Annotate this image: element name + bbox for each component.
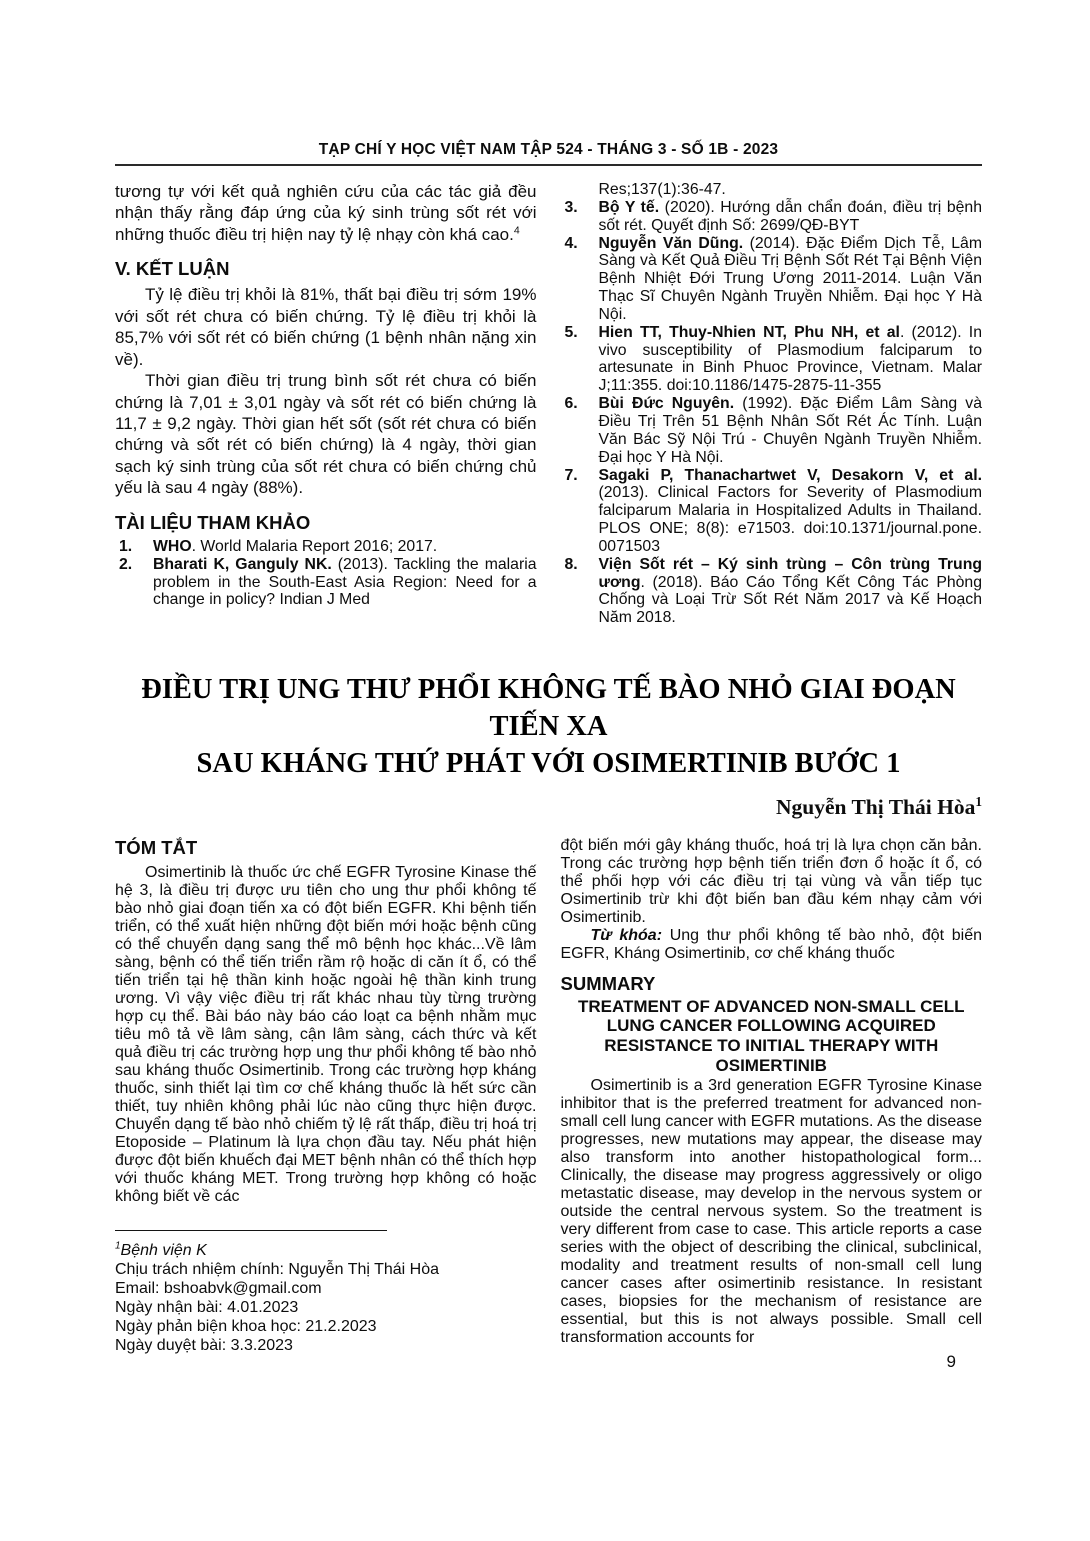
footnote-affiliation-text: Bệnh viện K [120,1241,207,1259]
summary-english-title: TREATMENT OF ADVANCED NON-SMALL CELL LUNG CANCER FOLLOWING ACQUIRED RESISTANCE TO INITIAL THERAPY WITH OSIMERTINIB [577,996,965,1076]
reference-authors: Viện Sốt rét – Ký sinh trùng – Côn trùng Trung ương [598,555,982,591]
abstract-heading: TÓM TẮT [115,837,198,859]
reference-authors: Bộ Y tế. [598,198,660,216]
footnote-sup: 1 [115,1240,121,1252]
references-left [115,538,537,609]
conclusion-heading: V. KẾT LUẬN [115,258,230,280]
abstract-vi-paragraph: Osimertinib là thuốc ức chế EGFR Tyrosine Kinase thế hệ 3, là điều trị được ưu tiên cho ung thư phổi không tế bào nhỏ giai đoạn tiến xa có đột biến EGFR. Khi bệnh tiến triển, có thể xuất hiện những đột biến mới hoặc bệnh cũng có thể chuyển dạng sang thể mô bệnh học khác...Về lâm sàng, bệnh có thể tiến triển rầm rộ hoặc di căn ít ổ, có thể tiến triển tại hệ thần kinh hoặc ngoài hệ thần kinh trung ương. Vì vậy việc điều trị rất khác nhau tùy từng trường hợp cụ thể. Bài báo này báo cáo loạt ca bệnh nhằm mục tiêu mô tả về lâm sàng, cận lâm sàng, cách thức và kết quả điều trị các trường hợp ung thư phổi không tế bào nhỏ sau kháng thuốc Osimertinib. Trong các trường hợp kháng thuốc, sinh thiết lại tìm cơ chế kháng thuốc là hết sức cần thiết, tuy nhiên không phải lúc nào cũng thực hiện được. Chuyển dạng tế bào nhỏ chiếm tỷ lệ rất thấp, điều trị hoá trị Etoposide – Platinum là lựa chọn đầu tay. Nếu phát hiện được đột biến khuếch đại MET bệnh nhân có thể thích hợp với thuốc kháng MET. Trong trường hợp không có hoặc không biết về các [115,863,537,1205]
reference-authors: Sagaki P, Thanachartwet V, Desakorn V, et al. [598,466,982,484]
reference-number: 5. [564,323,578,341]
keywords-line [561,927,983,963]
footnote-email: Email: bshoabvk@gmail.com [115,1279,322,1297]
reference-text: (2013). Clinical Factors for Severity of Plasmodium falciparum Malaria in Hospitalized Adults in Thailand. PLOS ONE; 8(8): e71503. doi:10.1371/journal.pone. 0071503 [598,484,982,555]
reference-text: (2013). Tackling the malaria problem in the South-East Asia Region: Need for a change in policy? Indian J Med [153,555,537,609]
conclusion-paragraph-2: Thời gian điều trị trung bình sốt rét chưa có biến chứng là 7,01 ± 3,01 ngày và sốt rét có biến chứng là 11,7 ± 9,2 ngày. Thời gian hết sốt (sốt rét chưa có biến chứng và sốt rét có biến chứng) là 4 ngày, thời gian sạch ký sinh trùng của sốt rét chưa có biến chứng chủ yếu là sau 4 ngày (88%). [115,371,537,498]
keywords-label: Từ khóa: [590,927,663,945]
reference-text: . World Malaria Report 2016; 2017. [191,537,438,555]
reference-item [561,395,983,466]
footnote-accepted-date: Ngày duyệt bài: 3.3.2023 [115,1336,293,1354]
reference-item [561,199,983,235]
keywords-text: Ung thư phổi không tế bào nhỏ, đột biến EGFR, Kháng Osimertinib, cơ chế kháng thuốc [560,927,983,963]
reference-item [561,324,983,395]
abstract-vi-continuation: đột biến mới gây kháng thuốc, hoá trị là lựa chọn căn bản. Trong các trường hợp bệnh tiến triển đơn ổ hoặc ít ổ, có thể phối hợp với các điều trị tại vùng và vẫn tiếp tục Osimertinib trừ khi đột biến ban đầu kém nhạy cảm với Osimertinib. [560,837,982,927]
abstract-vietnamese [115,864,537,1206]
abstract-english [561,1077,983,1347]
conclusion-paragraph-1: Tỷ lệ điều trị khỏi là 81%, thất bại điều trị sớm 19% với sốt rét chưa có biến chứng. Tỷ lệ điều trị khỏi là 85,7% với sốt rét có biến chứng (1 bệnh nhân nặng xin về). [115,285,537,369]
author-name: Nguyễn Thị Thái Hòa [775,795,976,820]
intro-citation-sup: 4 [513,224,520,237]
reference-number: 4. [564,234,578,252]
reference-item [561,467,983,556]
journal-header-text: TẠP CHÍ Y HỌC VIỆT NAM TẬP 524 - THÁNG 3 - SỐ 1B - 2023 [318,141,779,158]
reference-number: 2. [119,555,133,573]
reference-item [561,556,983,627]
footnote-received-date: Ngày nhận bài: 4.01.2023 [115,1298,299,1316]
reference-authors: Nguyễn Văn Dũng. [598,234,744,252]
abstract-section [115,837,982,1354]
reference-item [561,235,983,324]
top-section [115,181,982,627]
footnote-affiliation [115,1241,537,1260]
abstract-right-column [561,837,983,1354]
reference-authors: WHO [153,537,192,555]
abstract-vietnamese-continued [561,837,983,963]
reference-item [115,556,537,610]
top-right-column [561,181,983,627]
article-title-line1: ĐIỀU TRỊ UNG THƯ PHỔI KHÔNG TẾ BÀO NHỎ GIAI ĐOẠN TIẾN XA [141,674,956,743]
reference-text: . (2018). Báo Cáo Tổng Kết Công Tác Phòng Chống và Loại Trừ Sốt Rét Năm 2017 và Kế Hoạch Năm 2018. [598,573,982,627]
reference-authors: Bùi Đức Nguyên. [598,395,735,413]
footnote-reviewed-date: Ngày phản biện khoa học: 21.2.2023 [115,1317,377,1335]
reference-number: 6. [564,395,578,413]
reference-text: . (2012). In vivo susceptibility of Plasmodium falciparum to artesunate in Binh Phuoc Province, Vietnam. Malar J;11:355. doi:10.1186/1475-2875-11-355 [598,323,982,395]
reference-authors: Bharati K, Ganguly NK. [153,555,332,573]
reference-continuation: Res;137(1):36-47. [598,181,726,198]
author-affiliation-sup: 1 [975,794,982,810]
abstract-en-paragraph: Osimertinib is a 3rd generation EGFR Tyrosine Kinase inhibitor that is the preferred treatment for advanced non-small cell lung cancer with EGFR mutations. As the disease progresses, new mutations may appear, the disease may also transform into another histopathological form... Clinically, the disease may progress aggressively or oligo metastatic disease, may develop in the nervous system or outside the central nervous system. So the treatment is very different from case to case. This article reports a case series with the object of describing the clinical, subclinical, modality and treatment results of non-small cell lung cancer cases after osimertinib resistance. In resistant cases, biopsies for the mechanism of resistance are essential, but this is not always possible. Small cell transformation accounts for [560,1077,983,1346]
reference-text: (2014). Đặc Điểm Dịch Tễ, Lâm Sàng và Kết Quả Điều Trị Bệnh Sốt Rét Tại Bệnh Viện Bệnh Nhiệt Đới Trung Ương 2011-2014. Luận Văn Thạc Sĩ Chuyên Ngành Truyền Nhiễm. Đại học Y Hà Nội. [598,234,982,323]
reference-item [115,538,537,556]
abstract-left-column [115,837,537,1354]
footnote [115,1230,537,1355]
top-left-column [115,181,537,627]
article-title [115,671,982,782]
page-number: 9 [946,1352,956,1371]
footnote-rule [115,1230,387,1231]
intro-text: tương tự với kết quả nghiên cứu của các tác giả đều nhận thấy rằng đáp ứng của ký sinh trùng sốt rét với những thuốc điều trị hiện nay tỷ lệ nhạy còn khá cao. [115,182,537,244]
author-line [115,795,982,820]
references-right [561,181,983,627]
intro-paragraph [115,181,537,245]
reference-number: 1. [119,537,133,555]
journal-header [115,141,982,166]
reference-number: 8. [564,555,578,573]
article-title-line2: SAU KHÁNG THỨ PHÁT VỚI OSIMERTINIB BƯỚC 1 [196,748,901,780]
reference-authors: Hien TT, Thuy-Nhien NT, Phu NH, et al [598,323,900,341]
reference-text: (1992). Đặc Điểm Lâm Sàng và Điều Trị Trên 51 Bệnh Nhân Sốt Rét Ác Tính. Luận Văn Bác Sỹ Nội Trú - Chuyên Ngành Truyền Nhiễm. Đại học Y Hà Nội. [598,395,982,466]
reference-text: (2020). Hướng dẫn chẩn đoán, điều trị bệnh sốt rét. Quyết định Số: 2699/QĐ-BYT [598,198,982,234]
footnote-responsible: Chịu trách nhiệm chính: Nguyễn Thị Thái Hòa [115,1260,440,1278]
reference-number: 3. [564,198,578,216]
references-heading: TÀI LIỆU THAM KHẢO [115,511,311,533]
reference-number: 7. [564,466,578,484]
summary-heading: SUMMARY [560,973,656,995]
